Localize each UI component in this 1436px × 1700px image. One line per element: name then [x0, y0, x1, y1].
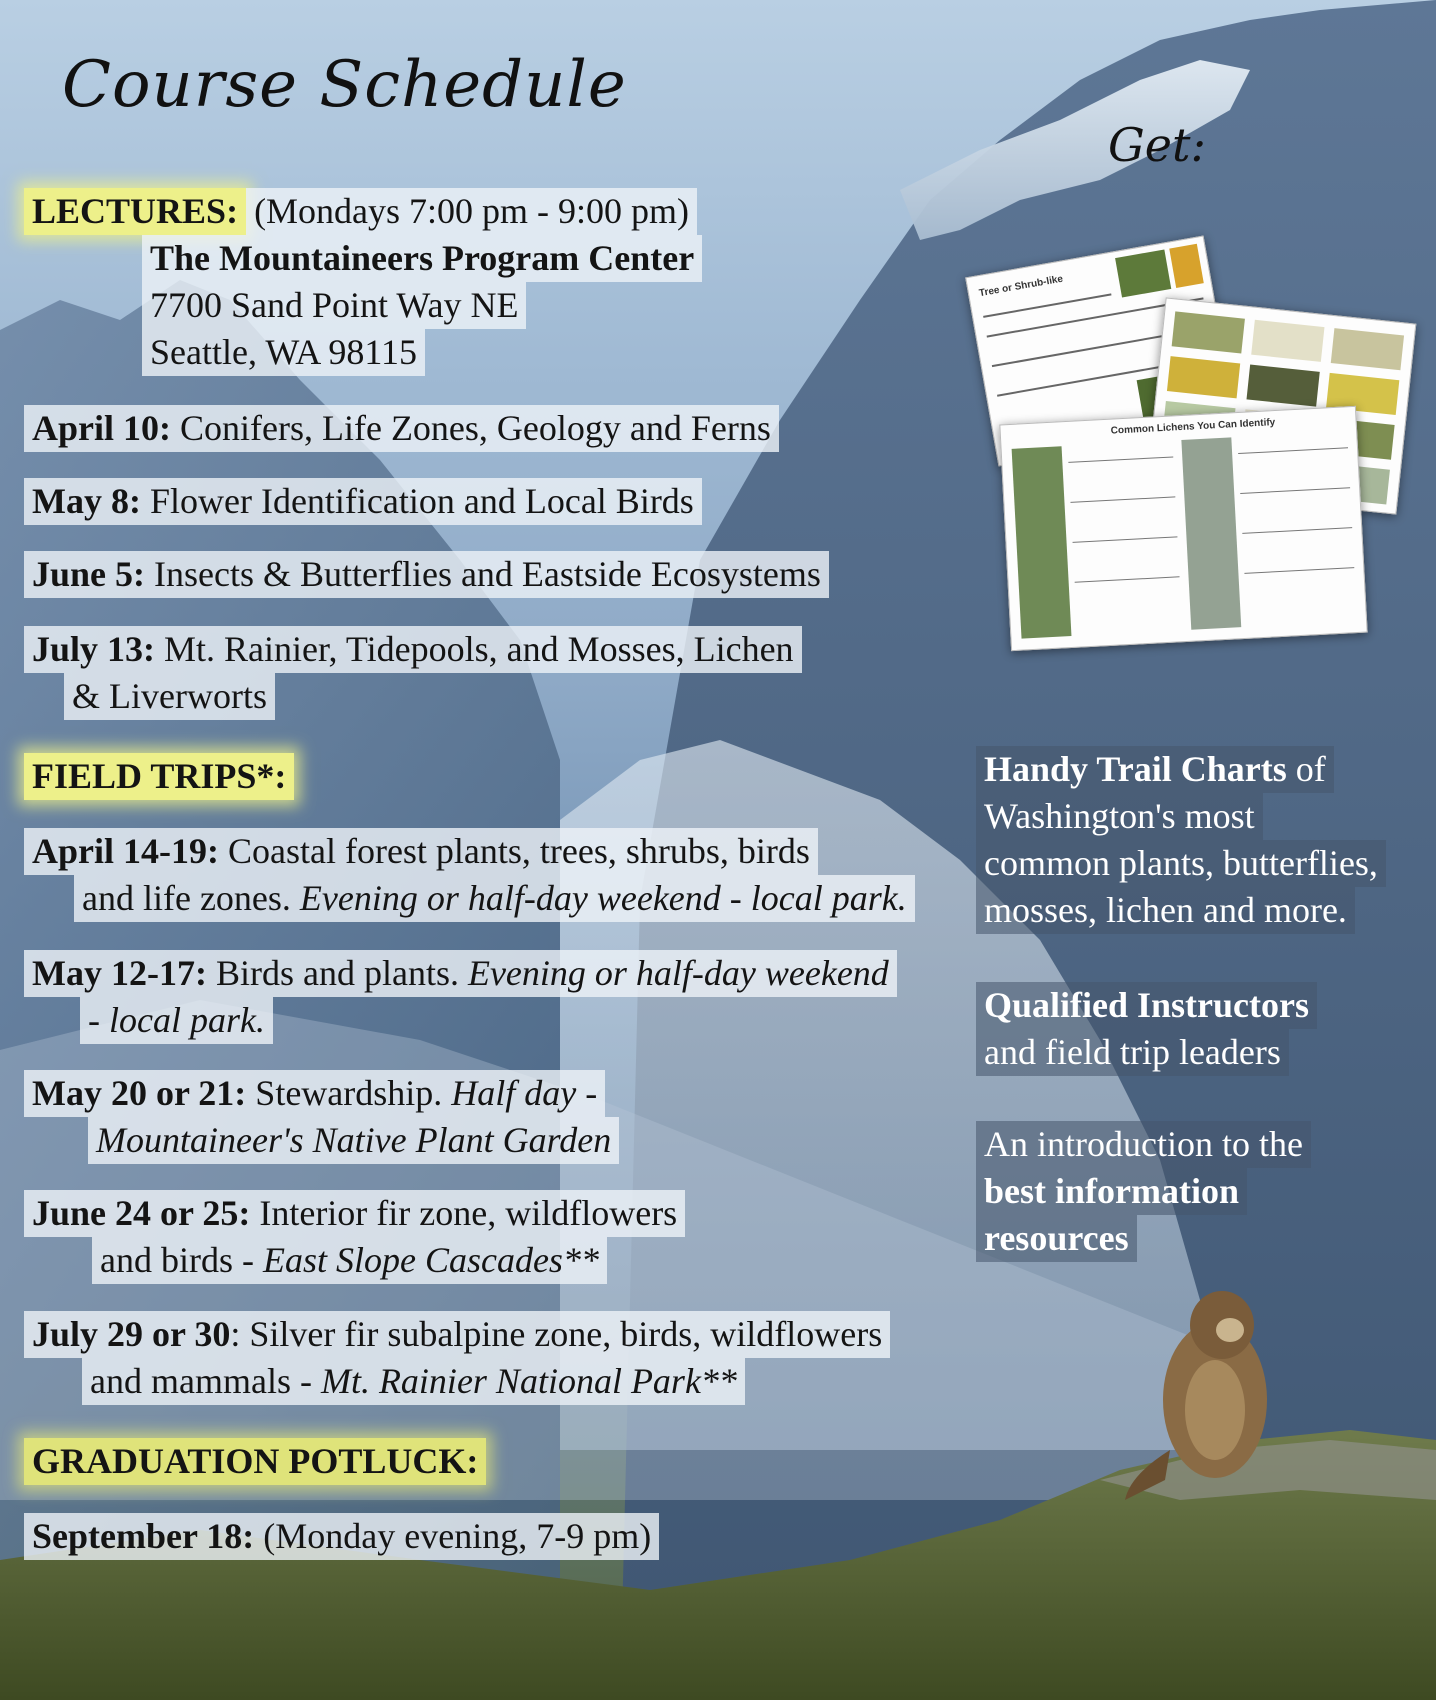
- graduation-date: September 18:: [32, 1516, 255, 1556]
- field-trip-item: [24, 1070, 619, 1164]
- lecture-date: May 8:: [32, 481, 141, 521]
- graduation-label: GRADUATION POTLUCK:: [24, 1438, 486, 1485]
- chart-sheet-lichens: [999, 406, 1367, 651]
- field-trip-note-continued: - local park.: [88, 1000, 265, 1040]
- get-heading: Get:: [1108, 118, 1206, 172]
- field-trip-note: Evening or half-day weekend - local park.: [299, 878, 907, 918]
- field-trip-description: Interior fir zone, wildflowers: [250, 1193, 678, 1233]
- graduation-section: [24, 1438, 486, 1485]
- lectures-address-street: 7700 Sand Point Way NE: [142, 282, 526, 329]
- lectures-section: [24, 188, 702, 376]
- lecture-topic-continued: & Liverworts: [64, 673, 275, 720]
- field-trip-note: Mt. Rainier National Park**: [320, 1361, 737, 1401]
- field-trip-date: May 20 or 21:: [32, 1073, 247, 1113]
- lecture-item: [24, 478, 702, 525]
- field-trip-item: [24, 950, 897, 1044]
- benefit-text-line: Washington's most: [976, 793, 1263, 840]
- lectures-label: LECTURES:: [24, 188, 246, 235]
- lectures-venue: The Mountaineers Program Center: [150, 238, 695, 278]
- lecture-item: [24, 405, 779, 452]
- field-trip-description: Birds and plants.: [206, 953, 468, 993]
- field-trip-note: Evening or half-day weekend: [467, 953, 889, 993]
- field-trips-section: [24, 753, 294, 800]
- field-trip-description-continued: and birds -: [100, 1240, 263, 1280]
- lectures-address-city: Seattle, WA 98115: [142, 329, 425, 376]
- field-trip-note: Half day -: [451, 1073, 598, 1113]
- benefit-text: An introduction to the: [976, 1121, 1311, 1168]
- benefit-resources: [976, 1121, 1311, 1262]
- lecture-date: June 5:: [32, 554, 146, 594]
- benefit-bold: best information: [984, 1171, 1239, 1211]
- benefit-text: of: [1286, 749, 1326, 789]
- lecture-topic: Mt. Rainier, Tidepools, and Mosses, Lichen: [155, 629, 794, 669]
- trail-chart-previews: [980, 225, 1420, 705]
- lecture-date: April 10:: [32, 408, 171, 448]
- lecture-topic: Conifers, Life Zones, Geology and Ferns: [171, 408, 771, 448]
- chart-sheet-title: Tree or Shrub-like: [978, 273, 1064, 300]
- field-trip-note-continued: Mountaineer's Native Plant Garden: [96, 1120, 612, 1160]
- field-trips-label: FIELD TRIPS*:: [24, 753, 294, 800]
- chart-sheet-title: Common Lichens You Can Identify: [1110, 417, 1276, 437]
- benefit-bold: resources: [984, 1218, 1129, 1258]
- field-trip-date: May 12-17:: [32, 953, 207, 993]
- benefit-text-line: mosses, lichen and more.: [976, 887, 1355, 934]
- field-trip-date: June 24 or 25:: [32, 1193, 251, 1233]
- field-trip-item: [24, 1190, 685, 1284]
- field-trip-description: Coastal forest plants, trees, shrubs, birds: [218, 831, 810, 871]
- field-trip-description: Stewardship.: [246, 1073, 452, 1113]
- lectures-time: (Mondays 7:00 pm - 9:00 pm): [246, 188, 697, 235]
- benefit-trail-charts: [976, 746, 1386, 934]
- graduation-details: (Monday evening, 7-9 pm): [254, 1516, 652, 1556]
- benefit-instructors: [976, 982, 1317, 1076]
- field-trip-note: East Slope Cascades**: [262, 1240, 599, 1280]
- benefit-bold: Qualified Instructors: [984, 985, 1310, 1025]
- field-trip-description: : Silver fir subalpine zone, birds, wildflowers: [230, 1314, 883, 1354]
- field-trip-description-continued: and mammals -: [90, 1361, 321, 1401]
- field-trip-description-continued: and life zones.: [82, 878, 300, 918]
- lecture-item: [24, 626, 802, 720]
- lecture-date: July 13:: [32, 629, 156, 669]
- field-trip-item: [24, 1311, 890, 1405]
- benefit-text-line: and field trip leaders: [976, 1029, 1289, 1076]
- benefit-text-line: common plants, butterflies,: [976, 840, 1386, 887]
- field-trip-date: July 29 or 30: [32, 1314, 231, 1354]
- page-title: Course Schedule: [62, 48, 627, 122]
- graduation-item: [24, 1513, 659, 1560]
- field-trip-item: [24, 828, 915, 922]
- lecture-topic: Insects & Butterflies and Eastside Ecosystems: [145, 554, 821, 594]
- lecture-item: [24, 551, 829, 598]
- lecture-topic: Flower Identification and Local Birds: [140, 481, 694, 521]
- benefit-bold: Handy Trail Charts: [984, 749, 1287, 789]
- field-trip-date: April 14-19:: [32, 831, 219, 871]
